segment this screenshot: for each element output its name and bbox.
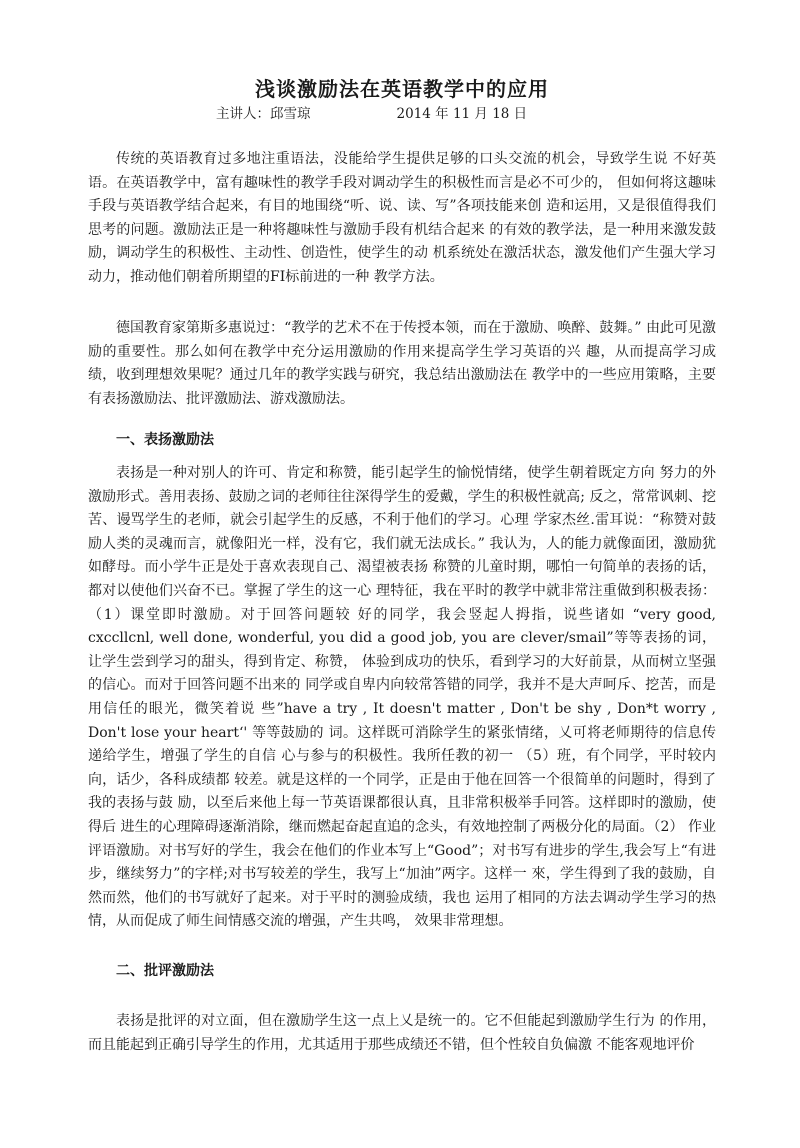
paragraph-praise: 表扬是一种对别人的许可、肯定和称赞，能引起学生的愉悦情绪，使学生朝着既定方向 努力的外激励形式。善用表扬、鼓励之词的老师往往深得学生的爱戴，学生的积极性就高; 反之，常常讽刺、挖苦、谩骂学生的老师，就会引起学生的反感，不利于他们的学习。心理 学家杰丝.雷耳说：“称赞对鼓励人类的灵魂而言，就像阳光一样，没有它，我们就无法成长。” 我认为，人的能力就像面团，激励犹如酵母。而小学牛正是处于喜欢表现自己、渴望被表扬 称赞的儿童时期，哪怕一句简单的表扬的话，都对以使他们兴奋不已。掌握了学生的这一心 理特征，我在平时的教学中就非常注重做到积极表扬：（1）课堂即时激励。对于回答问题较 好的同学，我会竖起人拇指，说些诸如 “very good, cxccllcnl, well done, wonderful, you did a good job, you are clever/smail”等等表扬的词，让学生尝到学习的甜头，得到肯定、称赞， 体验到成功的快乐，看到学习的大好前景，从而树立坚强的信心。而对于回答问题不出来的 同学或自卑内向较常答错的同学，我并不是大声呵斥、挖苦，而是用信任的眼光，微笑着说 些”have a try , It doesn't matter , Don't be shy , Don*t worry , Don't lose your heart‘' 等等鼓励的 词。这样既可消除学生的紧张情绪，乂可将老师期待的信息传递给学生，增强了学生的自信 心与参与的积极性。我所任教的初一 （5）班，有个同学，平时较内向，话少，各科成绩都 较差。就是这样的一个同学，正是由于他在回答一个很简单的问题时，得到了我的表扬与鼓 励，以至后来他上每一节英语课都很认真，且非常积极举手冋答。这样即时的激励，使得后 进生的心理障碍逐渐消除，继而燃起奋起直追的念头，有效地控制了两极分化的局面。（2） 作业评语激励。对书写好的学生，我会在他们的作业本写上“Good”；对书写有进步的学生,我会写上“有进步，继续努力”的字样;对书写较差的学生，我写上“加油”两字。这样一 來，学生得到了我的鼓励，自然而然，他们的书写就好了起来。对于平时的测验成绩，我也 运用了相同的方法去调动学生学习的热情，从而促成了师生间情感交流的增强，产生共鸣， 效果非常理想。 xyxy=(88,465,716,930)
byline xyxy=(216,104,527,124)
date-label: 2014 年 11 月 18 日 xyxy=(396,106,528,122)
paragraph-importance: 德国教育家第斯多惠说过：“教学的艺术不在于传授本领，而在于激励、唤醉、鼓舞。” 由此可见激励的重要性。那么如何在教学中充分运用激励的作用来提高学生学习英语的兴 趣，从而提高学习成绩，收到理想效果呢？通过几年的教学实践与研究，我总结出激励法在 教学中的一些应用策略，主要有表扬激励法、批评激励法、游戏激励法。 xyxy=(88,320,716,407)
document-title: 浅谈激励法在英语教学中的应用 xyxy=(255,77,549,102)
speaker-label: 主讲人：邱雪琼 xyxy=(216,106,311,122)
paragraph-intro: 传统的英语教育过多地注重语法，没能给学生提供足够的口头交流的机会，导致学生说 不好英语。在英语教学中，富有趣味性的教学手段对调动学生的积极性而言是必不可少的， 但如何将这趣味手段与英语教学结合起来，有目的地围绕“听、说、读、写”各项技能来创 造和运用，又是很值得我们思考的问题。激励法正是一种将趣味性与激励手段有机结合起来 的有效的教学法，是一种用来激发鼓励，调动学生的积极性、主动性、创造性，使学生的动 机系统处在激活状态，激发他们产生强大学习动力，推动他们朝着所期望的FI标前进的一种 教学方法。 xyxy=(88,151,716,285)
paragraph-criticism: 表扬是批评的对立面，但在激励学生这一点上乂是统一的。它不但能起到激励学生行为 的作用，而且能起到正确引导学生的作用，尤其适用于那些成绩还不错，但个性较自负偏激 不能客观地评价 xyxy=(88,1013,716,1053)
section-heading-praise: 一、表扬激励法 xyxy=(116,432,214,448)
section-heading-criticism: 二、批评激励法 xyxy=(116,963,214,979)
